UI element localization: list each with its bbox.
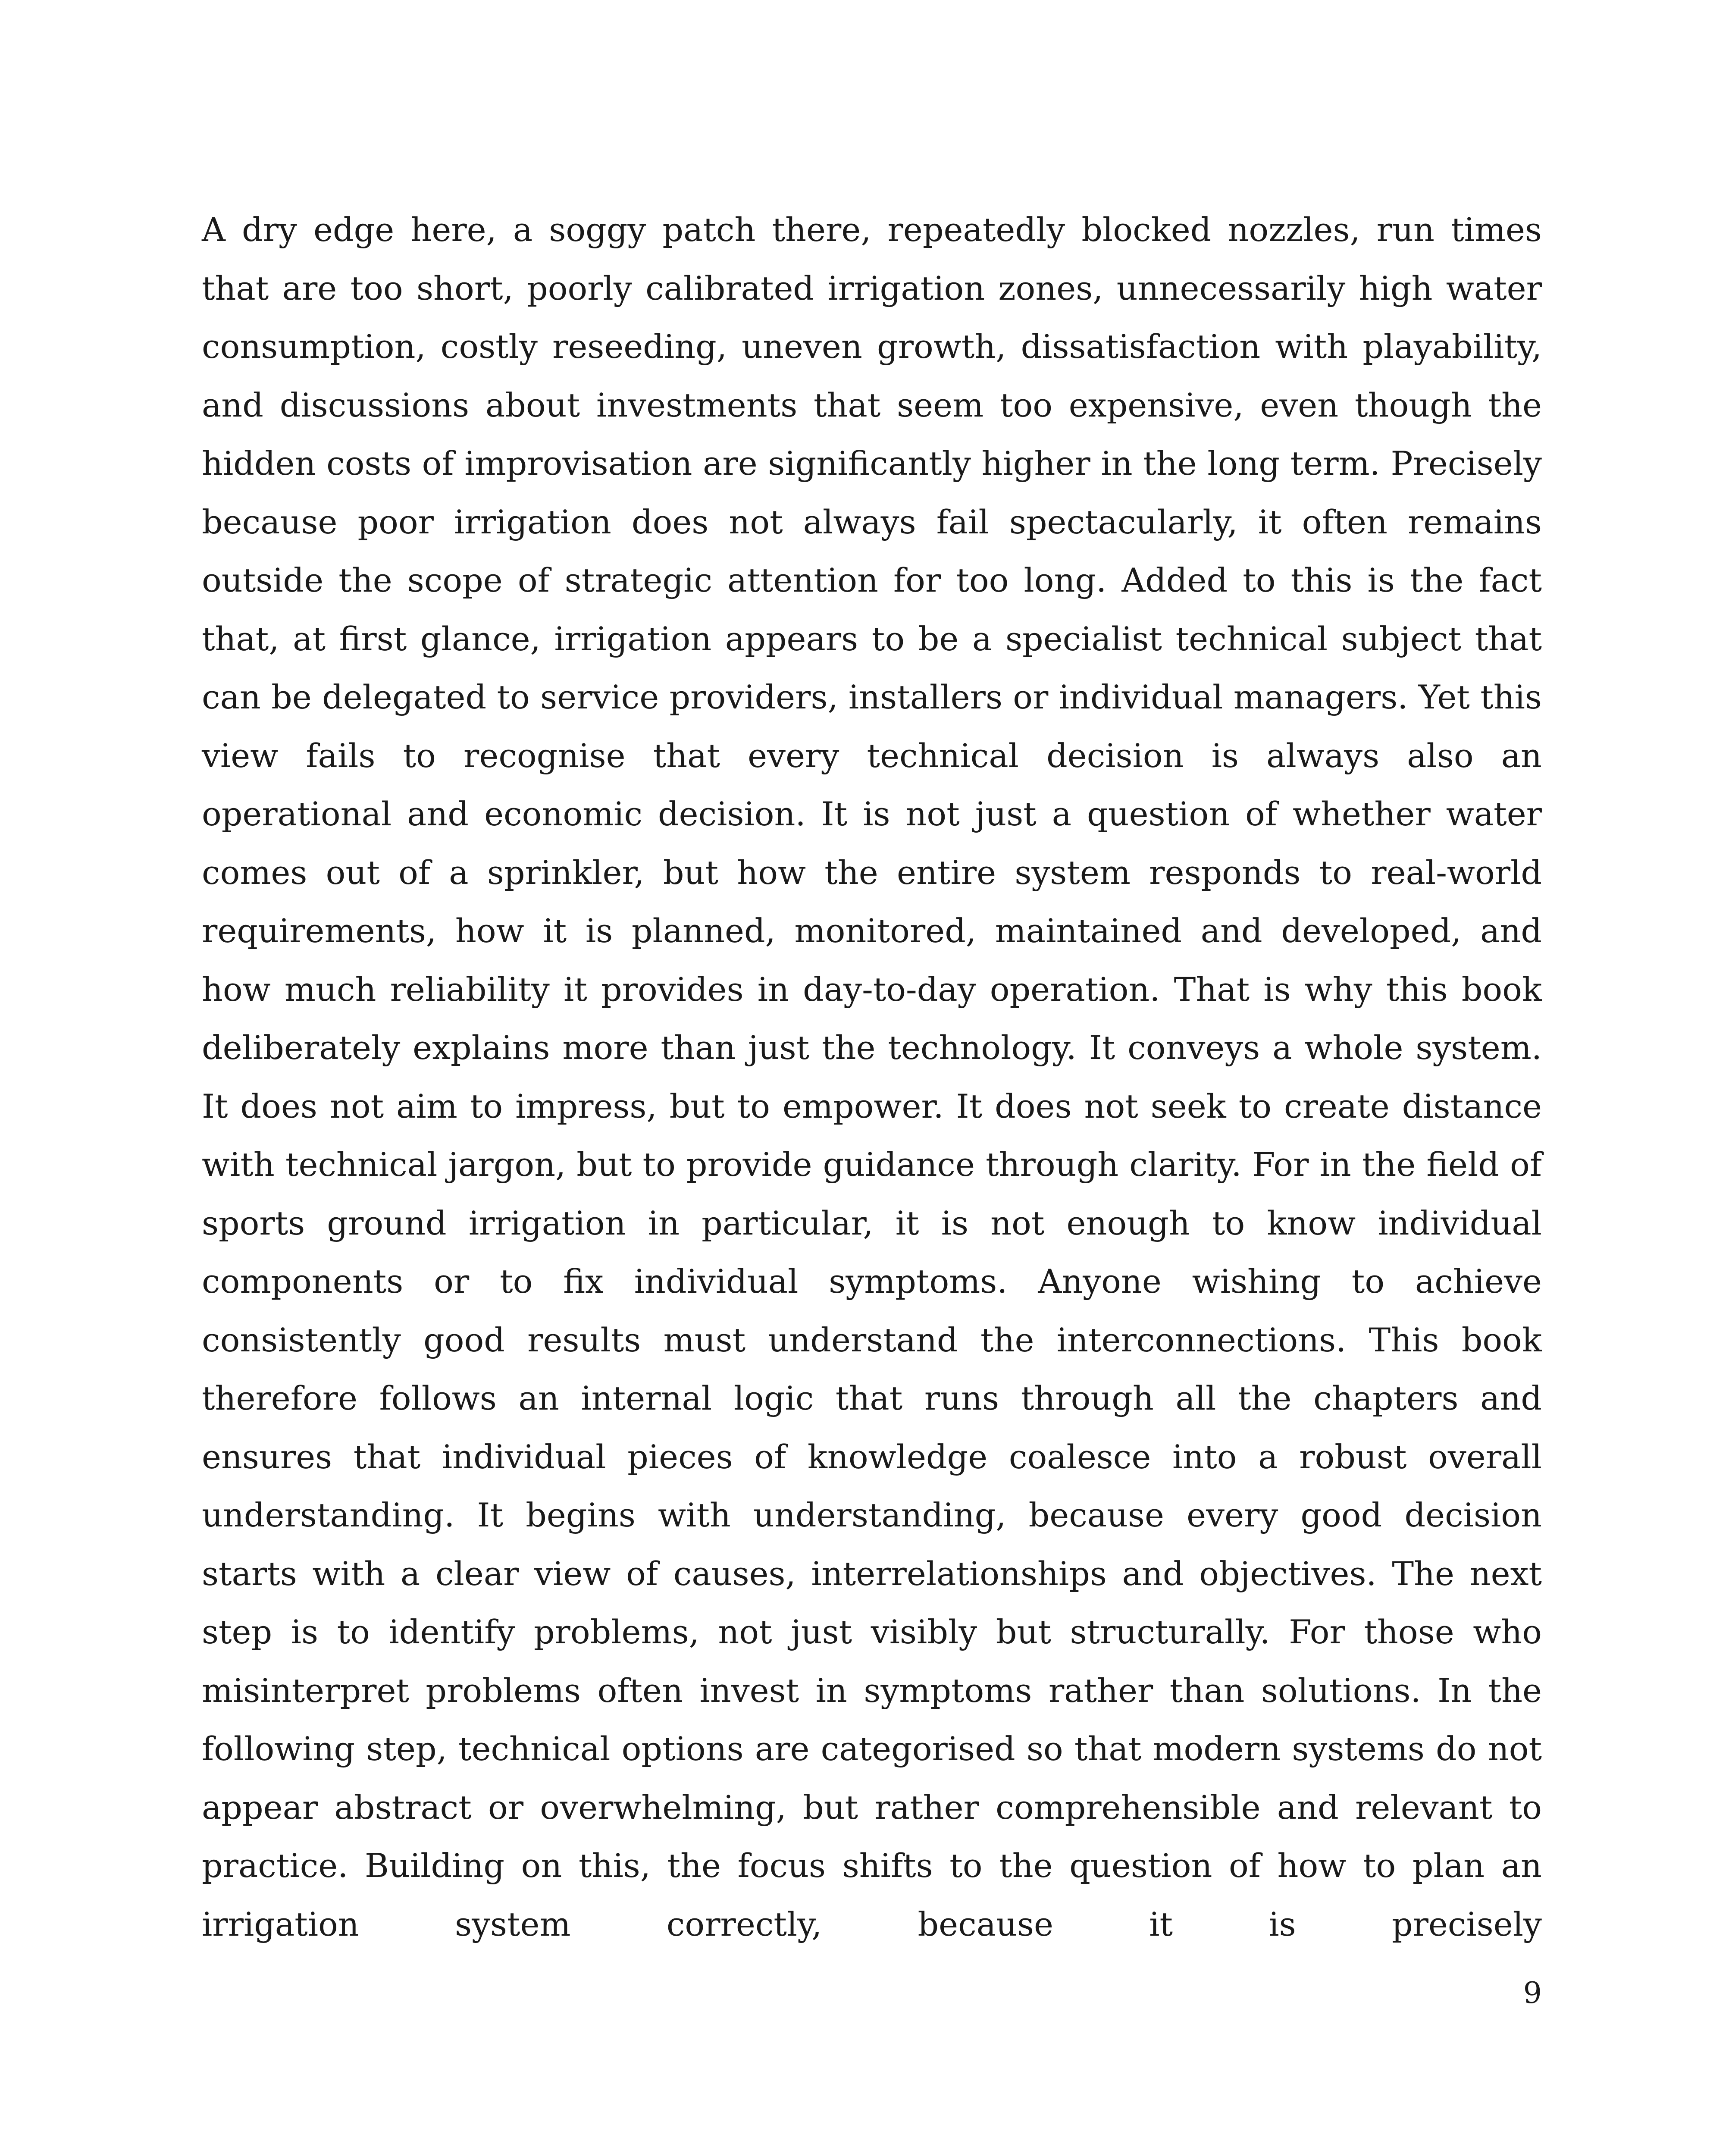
body-paragraph: A dry edge here, a soggy patch there, repeatedly blocked nozzles, run times that are too short, poorly calibrated irrigation zones, unnecessarily high water consumption, costly reseeding, uneven growth, dissatisfaction with playability, and discussions about investments that seem too expensive, even though the hidden costs of improvisation are significantly higher in the long term. Precisely because poor irrigation does not always fail spectacularly, it often remains outside the scope of strategic attention for too long. Added to this is the fact that, at first glance, irrigation appears to be a specialist technical subject that can be delegated to service providers, installers or individual managers. Yet this view fails to recognise that every technical decision is always also an operational and economic decision. It is not just a question of whether water comes out of a sprinkler, but how the entire system responds to real-world requirements, how it is planned, monitored, maintained and developed, and how much reliability it provides in day-to-day operation. That is why this book deliberately explains more than just the technology. It conveys a whole system. It does not aim to impress, but to empower. It does not seek to create distance with technical jargon, but to provide guidance through clarity. For in the field of sports ground irrigation in particular, it is not enough to know individual components or to fix individual symptoms. Anyone wishing to achieve consistently good results must understand the interconnections. This book therefore follows an internal logic that runs through all the chapters and ensures that individual pieces of knowledge coalesce into a robust overall understanding. It begins with understanding, because every good decision starts with a clear view of causes, interrelationships and objectives. The next step is to identify problems, not just visibly but structurally. For those who misinterpret problems often invest in symptoms rather than solutions. In the following step, technical options are categorised so that modern systems do not appear abstract or overwhelming, but rather comprehensible and relevant to practice. Building on this, the focus shifts to the question of how to plan an irrigation system correctly, because it is precisely [202,210,1542,1943]
page-number: 9 [1523,1976,1542,2010]
